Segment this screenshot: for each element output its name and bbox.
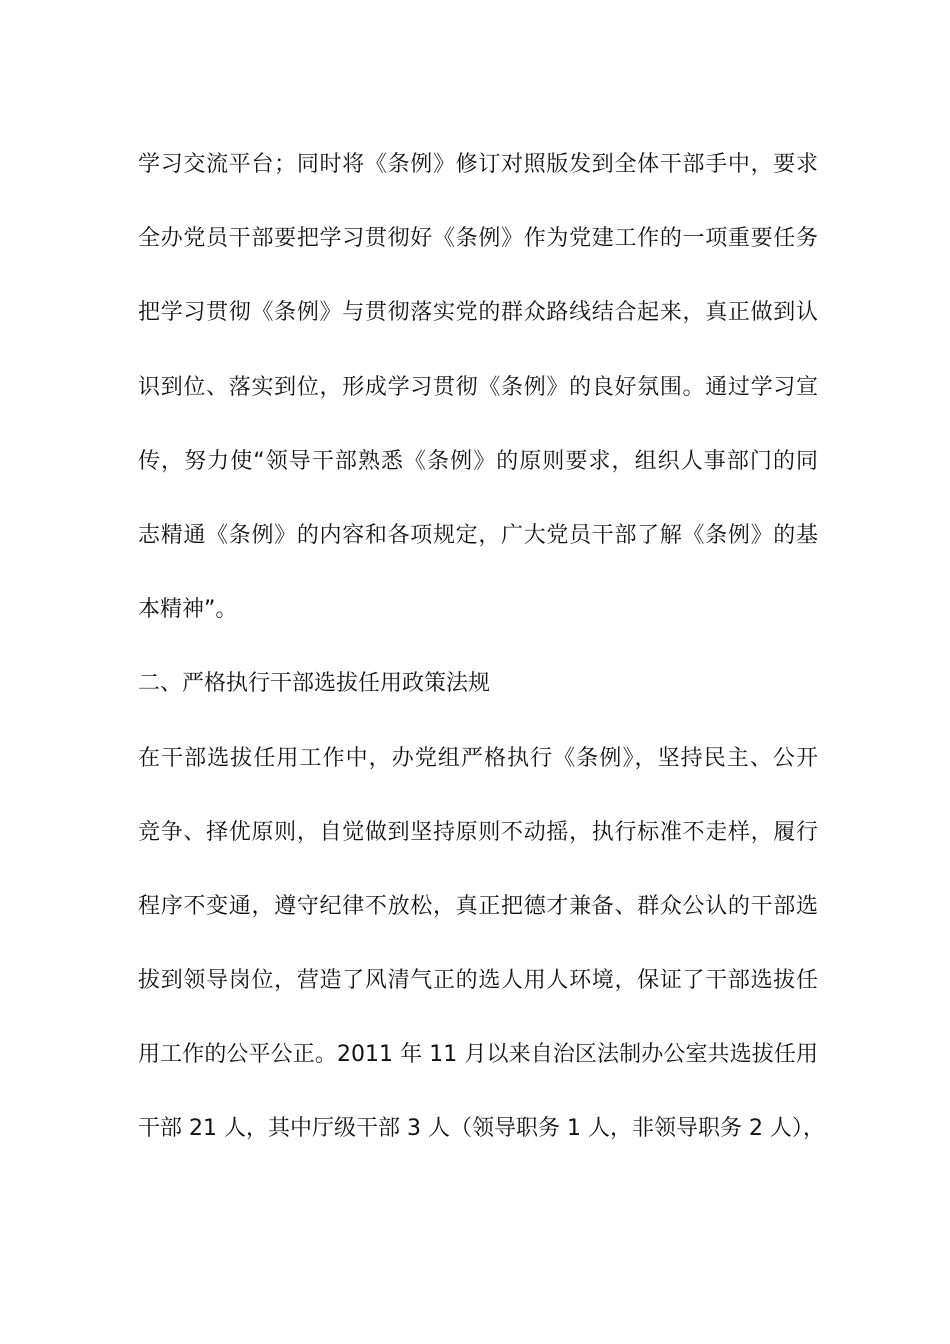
document-body [138,145,825,1184]
text-line: 全办党员干部要把学习贯彻好《条例》作为党建工作的一项重要任务 [138,226,818,252]
text-line: 程序不变通，遵守纪律不放松，真正把德才兼备、群众公认的干部选 [138,893,818,919]
text-line: 学习交流平台；同时将《条例》修订对照版发到全体干部手中，要求 [138,152,818,177]
text-line: 本精神”。 [138,597,238,623]
section-heading: 二、严格执行干部选拔任用政策法规 [138,671,491,697]
text-line: 把学习贯彻《条例》与贯彻落实党的群众路线结合起来，真正做到认 [138,300,818,326]
text-line: 传，努力使“领导干部熟悉《条例》的原则要求，组织人事部门的同 [138,448,818,474]
text-line: 在干部选拔任用工作中，办党组严格执行《条例》，坚持民主、公开 [138,745,818,771]
text-line: 识到位、落实到位，形成学习贯彻《条例》的良好氛围。通过学习宣 [138,374,818,400]
text-line: 志精通《条例》的内容和各项规定，广大党员干部了解《条例》的基 [138,522,818,548]
text-line: 干部 21 人，其中厅级干部 3 人（领导职务 1 人，非领导职务 2 人）， [138,1116,825,1142]
text-line: 用工作的公平公正。2011 年 11 月以来自治区法制办公室共选拔任用 [138,1042,818,1068]
text-line: 竞争、择优原则，自觉做到坚持原则不动摇，执行标准不走样，履行 [138,819,818,845]
text-line: 拔到领导岗位，营造了风清气正的选人用人环境，保证了干部选拔任 [138,968,818,994]
